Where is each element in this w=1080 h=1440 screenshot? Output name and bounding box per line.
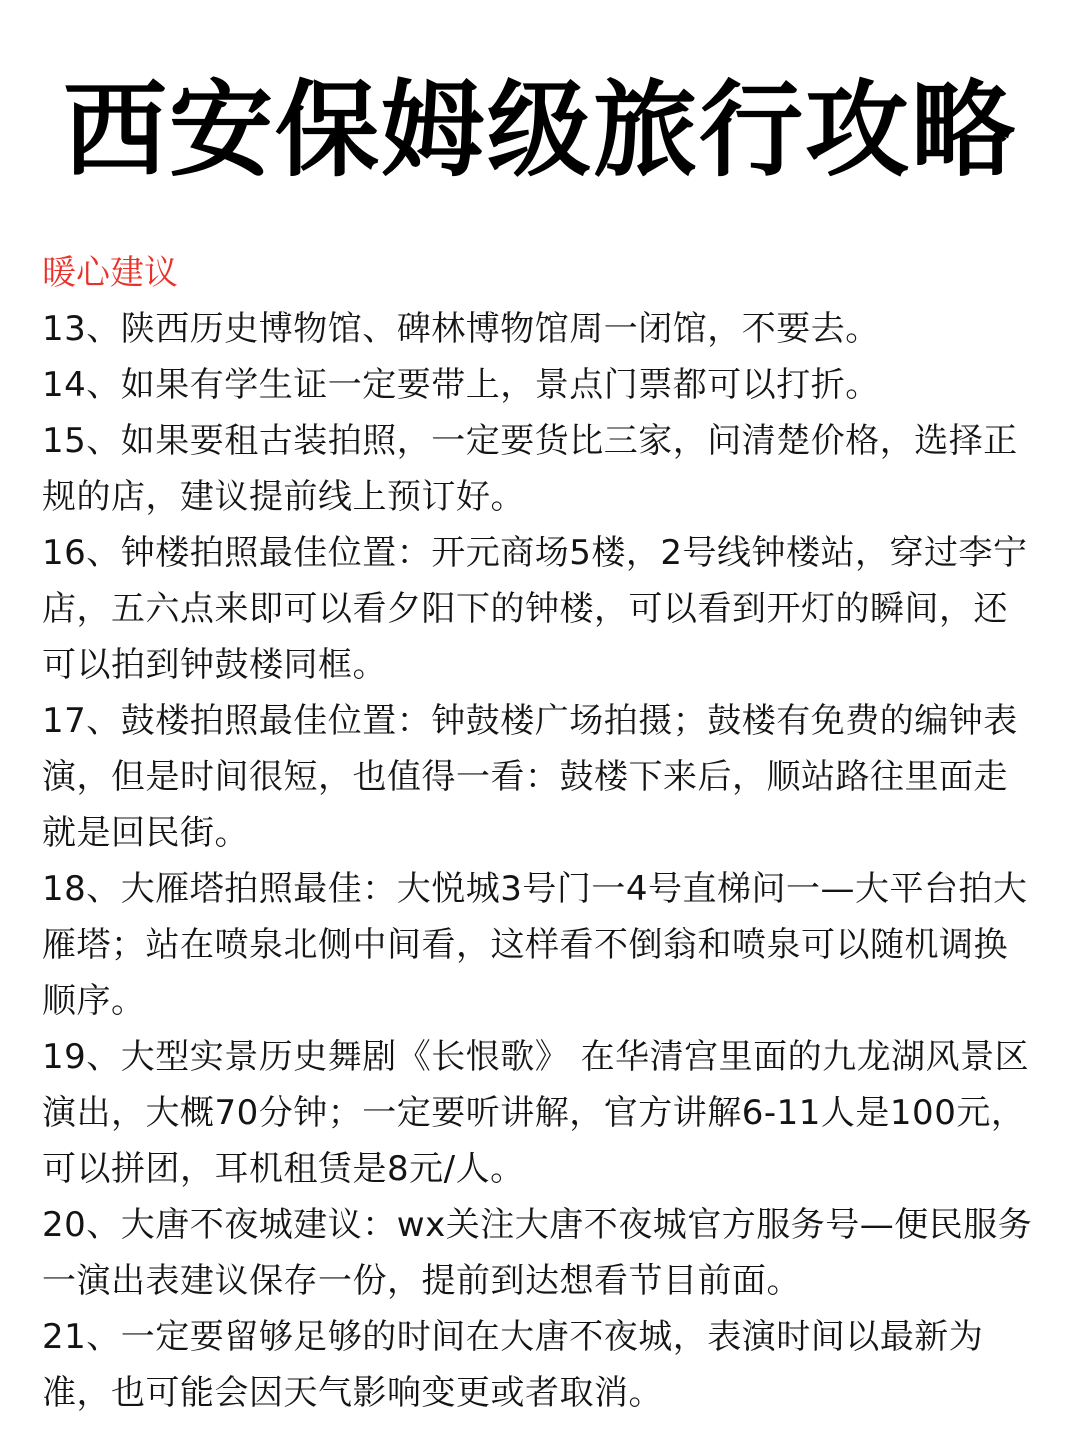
tip-item-17: 17、鼓楼拍照最佳位置：钟鼓楼广场拍摄；鼓楼有免费的编钟表演，但是时间很短，也值得一看：鼓楼下来后，顺站路往里面走就是回民街。 xyxy=(42,701,1018,853)
tip-item-18: 18、大雁塔拍照最佳：大悦城3号门一4号直梯问一—大平台拍大雁塔；站在喷泉北侧中间看，这样看不倒翁和喷泉可以随机调换顺序。 xyxy=(42,869,1028,1021)
tip-item-21: 21、一定要留够足够的时间在大唐不夜城，表演时间以最新为准，也可能会因天气影响变更或者取消。 xyxy=(42,1317,984,1413)
tip-item-16: 16、钟楼拍照最佳位置：开元商场5楼，2号线钟楼站，穿过李宁店，五六点来即可以看夕阳下的钟楼，可以看到开灯的瞬间，还可以拍到钟鼓楼同框。 xyxy=(42,533,1028,685)
page-title: 西安保姆级旅行攻略 xyxy=(62,69,1017,191)
tip-item-19: 19、大型实景历史舞剧《长恨歌》 在华清宫里面的九龙湖风景区演出，大概70分钟；一定要听讲解，官方讲解6-11人是100元，可以拼团，耳机租赁是8元/人。 xyxy=(42,1037,1030,1189)
section-heading: 暖心建议 xyxy=(42,253,178,293)
tip-item-20: 20、大唐不夜城建议：wx关注大唐不夜城官方服务号—便民服务一演出表建议保存一份，提前到达想看节目前面。 xyxy=(42,1205,1033,1301)
tip-item-15: 15、如果要租古装拍照，一定要货比三家，问清楚价格，选择正规的店，建议提前线上预订好。 xyxy=(42,421,1018,517)
tip-item-13: 13、陕西历史博物馆、碑林博物馆周一闭馆，不要去。 xyxy=(42,309,880,349)
tip-item-14: 14、如果有学生证一定要带上，景点门票都可以打折。 xyxy=(42,365,880,405)
tips-section xyxy=(42,245,1042,1421)
